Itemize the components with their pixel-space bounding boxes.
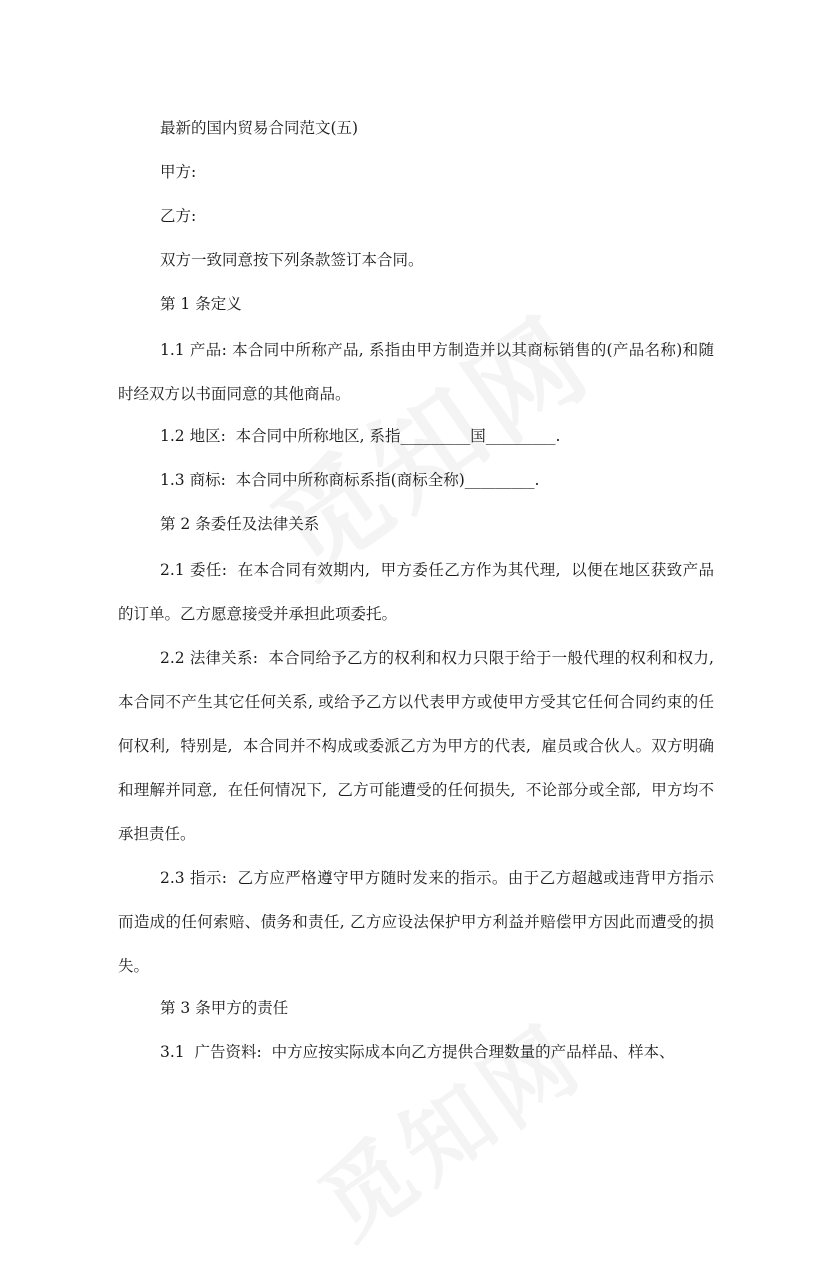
document-title: 最新的国内贸易合同范文(五) [160,119,359,137]
clause-2-3: 2.3 指示: 乙方应严格遵守甲方随时发来的指示。由于乙方超越或违背甲方指示而造成的任何索赔、债务和责任, 乙方应设法保护甲方利益并赔偿甲方因此而遭受的损失。 [118,869,714,975]
article-1-heading: 第 1 条定义 [160,295,242,313]
clause-3-1: 3.1 广告资料: 中方应按实际成本向乙方提供合理数量的产品样品、样本、 [160,1043,675,1061]
clause-1-3: 1.3 商标: 本合同中所称商标系指(商标全称)_________. [160,471,540,489]
party-b-line: 乙方: [160,207,197,225]
clause-1-1: 1.1 产品: 本合同中所称产品, 系指由甲方制造并以其商标销售的(产品名称)和随时经双方以书面同意的其他商品。 [118,341,714,403]
clause-2-2: 2.2 法律关系: 本合同给予乙方的权利和权力只限于给于一般代理的权利和权力, 本合同不产生其它任何关系, 或给予乙方以代表甲方或使甲方受其它任何合同约束的任何权利, 特别是, 本合同并不构成或委派乙方为甲方的代表, 雇员或合伙人。双方明确和理解并同意, 在任何情况下, 乙方可能遭受的任何损失, 不论部分或全部, 甲方均不承担责任。 [118,649,719,843]
clause-1-2: 1.2 地区: 本合同中所称地区, 系指_________国_________. [160,427,561,445]
article-2-heading: 第 2 条委任及法律关系 [160,515,320,533]
intro-paragraph: 双方一致同意按下列条款签订本合同。 [160,251,424,269]
party-a-line: 甲方: [160,163,197,181]
clause-2-1: 2.1 委任: 在本合同有效期内, 甲方委任乙方作为其代理, 以便在地区获致产品的订单。乙方愿意接受并承担此项委托。 [118,561,714,623]
document-body [118,108,719,1076]
article-3-heading: 第 3 条甲方的责任 [160,999,289,1017]
